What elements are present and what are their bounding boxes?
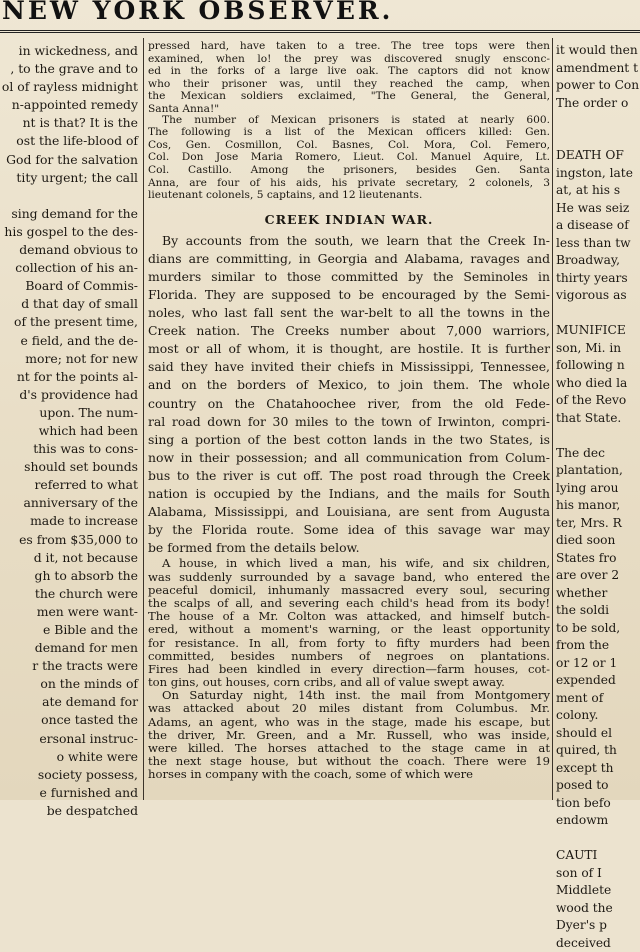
left-column-line	[0, 187, 140, 205]
left-column-line: nt for the points al-	[0, 368, 140, 386]
article-line: and on the borders of Mexico, to join them. The whole	[148, 376, 550, 394]
right-column-line: died soon	[556, 532, 640, 550]
right-column-line: to be sold,	[556, 620, 640, 638]
right-column	[556, 42, 640, 800]
article-line: ered, without a moment's warning, or the least opportunity	[148, 623, 550, 636]
right-column-line	[556, 112, 640, 130]
right-column-line: Middlete	[556, 882, 640, 900]
right-column-line: quired, th	[556, 742, 640, 760]
left-column-line: his gospel to the des-	[0, 223, 140, 241]
masthead-title: NEW YORK OBSERVER.	[0, 0, 640, 30]
article-line: Adams, an agent, who was in the stage, made his escape, but	[148, 716, 550, 729]
article-line: noles, who last fall sent the war-belt to all the towns in the	[148, 304, 550, 322]
left-column-line: demand for men	[0, 639, 140, 657]
right-column-line: The dec	[556, 445, 640, 463]
article-line: the next stage house, but without the coach. There were 19	[148, 755, 550, 768]
right-column-line: endowm	[556, 812, 640, 830]
article-line: dians are committing, in Georgia and Alabama, ravages and	[148, 250, 550, 268]
left-column-line: once tasted the	[0, 711, 140, 729]
article-line: who their prisoner was, until they reached the camp, when	[148, 78, 550, 91]
left-column-line: d's providence had	[0, 386, 140, 404]
article-line: A house, in which lived a man, his wife, and six children,	[148, 557, 550, 570]
right-column-line: Dyer's p	[556, 917, 640, 935]
article-line: horses in company with the coach, some of which were	[148, 768, 550, 781]
left-column-line: n-appointed remedy	[0, 96, 140, 114]
left-column-line: e Bible and the	[0, 621, 140, 639]
right-column-line: less than tw	[556, 235, 640, 253]
right-column-line: his manor,	[556, 497, 640, 515]
article-line: The number of Mexican prisoners is stated at nearly 600.	[148, 114, 550, 127]
right-column-line: lying arou	[556, 480, 640, 498]
article-line: Anna, are four of his aids, his private secretary, 2 colonels, 3	[148, 177, 550, 190]
article-line: be formed from the details below.	[148, 539, 550, 557]
right-column-line: The order o	[556, 95, 640, 113]
left-column-line: sing demand for the	[0, 205, 140, 223]
right-column-line: except th	[556, 760, 640, 778]
right-column-line: a disease of	[556, 217, 640, 235]
right-column-line: posed to	[556, 777, 640, 795]
article-line: were killed. The horses attached to the stage came in at	[148, 742, 550, 755]
right-column-line	[556, 427, 640, 445]
article-line: for resistance. In all, from forty to fifty murders had been	[148, 637, 550, 650]
right-column-line: States fro	[556, 550, 640, 568]
creek-indian-war-headline: CREEK INDIAN WAR.	[148, 208, 550, 232]
right-column-line: whether	[556, 585, 640, 603]
right-column-line: expended	[556, 672, 640, 690]
left-column-line: es from $35,000 to	[0, 531, 140, 549]
right-column-line: power to Con	[556, 77, 640, 95]
article-line: country on the Chatahoochee river, from the old Fede-	[148, 395, 550, 413]
right-column-line: CAUTI	[556, 847, 640, 865]
right-column-line: of the Revo	[556, 392, 640, 410]
right-column-line: it would then	[556, 42, 640, 60]
left-column-line: anniversary of the	[0, 494, 140, 512]
left-column-line: tity urgent; the call	[0, 169, 140, 187]
article-line: peaceful domicil, inhumanly massacred every soul, securing	[148, 584, 550, 597]
left-column-line: the church were	[0, 585, 140, 603]
middle-column	[148, 42, 550, 800]
left-column-line: of the present time,	[0, 313, 140, 331]
right-column-line: ment of	[556, 690, 640, 708]
right-column-line: deceived	[556, 935, 640, 952]
left-column-line: collection of his an-	[0, 259, 140, 277]
article-line: Cos, Gen. Cosmillon, Col. Basnes, Col. Mora, Col. Femero,	[148, 139, 550, 152]
article-line: ral road down for 30 miles to the town of Irwinton, compri-	[148, 413, 550, 431]
right-column-line: ingston, late	[556, 165, 640, 183]
article-line: Fires had been kindled in every direction—farm houses, cot-	[148, 663, 550, 676]
left-column-line: ate demand for	[0, 693, 140, 711]
article-line: ton gins, out houses, corn cribs, and all of value swept away.	[148, 676, 550, 689]
article-line: Alabama, Mississippi, and Louisiana, are sent from Augusta	[148, 503, 550, 521]
article-line: ed in the forks of a large live oak. The captors did not know	[148, 65, 550, 78]
article-line: The house of a Mr. Colton was attacked, and himself butch-	[148, 610, 550, 623]
left-column-line: d that day of small	[0, 295, 140, 313]
left-column-line: nt is that? It is the	[0, 114, 140, 132]
article-line: bus to the river is cut off. The post road through the Creek	[148, 467, 550, 485]
left-column-line: gh to absorb the	[0, 567, 140, 585]
right-column-line: or 12 or 1	[556, 655, 640, 673]
left-column-line: e field, and the de-	[0, 332, 140, 350]
house-massacre-paragraph	[148, 557, 550, 689]
right-column-line	[556, 130, 640, 148]
left-column-line: society possess,	[0, 766, 140, 784]
right-column-line: vigorous as	[556, 287, 640, 305]
column-divider-left	[143, 38, 144, 800]
right-column-line: thirty years	[556, 270, 640, 288]
left-column-line: made to increase	[0, 512, 140, 530]
left-column-line: be despatched	[0, 802, 140, 820]
article-line: pressed hard, have taken to a tree. The tree tops were then	[148, 40, 550, 53]
left-column-line: demand obvious to	[0, 241, 140, 259]
article-line: was attacked about 20 miles distant from Columbus. Mr.	[148, 702, 550, 715]
right-column-line: MUNIFICE	[556, 322, 640, 340]
right-column-line: should el	[556, 725, 640, 743]
article-line: On Saturday night, 14th inst. the mail from Montgomery	[148, 689, 550, 702]
column-divider-right	[552, 38, 553, 800]
right-column-line: Broadway,	[556, 252, 640, 270]
left-column-line: o white were	[0, 748, 140, 766]
article-line: Col. Castillo. Among the prisoners, besides Gen. Santa	[148, 164, 550, 177]
right-column-line	[556, 830, 640, 848]
right-column-line: are over 2	[556, 567, 640, 585]
right-column-line: amendment t	[556, 60, 640, 78]
left-column-line: upon. The num-	[0, 404, 140, 422]
right-column-line: DEATH OF	[556, 147, 640, 165]
right-column-line: who died la	[556, 375, 640, 393]
article-line: Col. Don Jose Maria Romero, Lieut. Col. Manuel Aquire, Lt.	[148, 151, 550, 164]
right-column-line: following n	[556, 357, 640, 375]
article-line: By accounts from the south, we learn that the Creek In-	[148, 232, 550, 250]
right-column-line: that State.	[556, 410, 640, 428]
left-column-line: in wickedness, and	[0, 42, 140, 60]
mail-attack-paragraph	[148, 689, 550, 781]
left-column-line: should set bounds	[0, 458, 140, 476]
right-column-line	[556, 305, 640, 323]
left-column-line: , to the grave and to	[0, 60, 140, 78]
article-line: examined, when lo! the prey was discovered snugly ensconc-	[148, 53, 550, 66]
right-column-line: from the	[556, 637, 640, 655]
left-column	[0, 42, 140, 800]
article-line: the Mexican soldiers exclaimed, "The General, the General,	[148, 90, 550, 103]
left-column-line: r the tracts were	[0, 657, 140, 675]
right-column-line: colony.	[556, 707, 640, 725]
mexican-officers-paragraph	[148, 114, 550, 202]
left-column-line: e furnished and	[0, 784, 140, 802]
article-line: most or all of whom, it is thought, are hostile. It is further	[148, 340, 550, 358]
left-column-line: d it, not because	[0, 549, 140, 567]
article-line: said they have invited their chiefs in Mississippi, Tennessee,	[148, 358, 550, 376]
santa-anna-capture-paragraph	[148, 40, 550, 116]
article-line: sing a portion of the best cotton lands in the two States, is	[148, 431, 550, 449]
right-column-line: tion befo	[556, 795, 640, 813]
article-line: by the Florida route. Some idea of this savage war may	[148, 521, 550, 539]
left-column-line: ost the life-blood of	[0, 132, 140, 150]
masthead-rule	[0, 30, 640, 33]
left-column-line: God for the salvation	[0, 151, 140, 169]
right-column-line: son of I	[556, 865, 640, 883]
article-line: committed, besides numbers of negroes on plantations.	[148, 650, 550, 663]
left-column-line: more; not for new	[0, 350, 140, 368]
article-line: lieutenant colonels, 5 captains, and 12 lieutenants.	[148, 189, 550, 202]
article-line: the driver, Mr. Green, and a Mr. Russell, who was inside,	[148, 729, 550, 742]
left-column-line: on the minds of	[0, 675, 140, 693]
article-line: now in their possession; and all communication from Colum-	[148, 449, 550, 467]
right-column-line: He was seiz	[556, 200, 640, 218]
right-column-line: the soldi	[556, 602, 640, 620]
left-column-line: ol of rayless midnight	[0, 78, 140, 96]
article-line: nation is occupied by the Indians, and the mails for South	[148, 485, 550, 503]
left-column-line: referred to what	[0, 476, 140, 494]
article-line: The following is a list of the Mexican officers killed: Gen.	[148, 126, 550, 139]
right-column-line: plantation,	[556, 462, 640, 480]
left-column-line: this was to cons-	[0, 440, 140, 458]
article-line: was suddenly surrounded by a savage band, who entered the	[148, 571, 550, 584]
right-column-line: son, Mi. in	[556, 340, 640, 358]
article-line: murders similar to those committed by the Seminoles in	[148, 268, 550, 286]
left-column-line: men were want-	[0, 603, 140, 621]
right-column-line: ter, Mrs. R	[556, 515, 640, 533]
left-column-line: Board of Commis-	[0, 277, 140, 295]
creek-war-paragraph	[148, 232, 550, 558]
right-column-line: wood the	[556, 900, 640, 918]
left-column-line: which had been	[0, 422, 140, 440]
right-column-line: at, at his s	[556, 182, 640, 200]
article-line: Creek nation. The Creeks number about 7,000 warriors,	[148, 322, 550, 340]
article-line: Santa Anna!"	[148, 103, 550, 116]
article-line: Florida. They are supposed to be encouraged by the Semi-	[148, 286, 550, 304]
left-column-line: ersonal instruc-	[0, 730, 140, 748]
article-line: the scalps of all, and severing each child's head from its body!	[148, 597, 550, 610]
